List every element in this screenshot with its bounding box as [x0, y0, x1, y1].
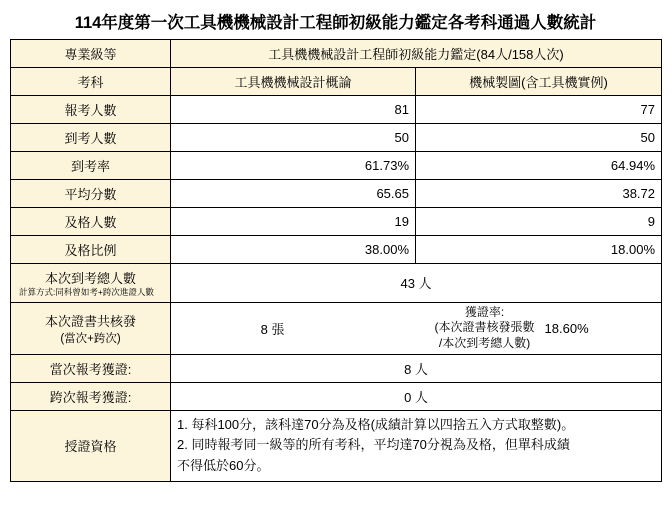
table-row-level: [11, 40, 662, 68]
column-header-subject-2: 機械製圖(含工具機實例): [416, 68, 662, 96]
row-label-total-attendance: [11, 264, 171, 303]
row-label-pass-rate: 及格比例: [11, 236, 171, 264]
cell-current-cert-value: 8 人: [171, 354, 662, 382]
table-row-qualification: [11, 410, 662, 481]
table-row: [11, 180, 662, 208]
cell-attendance-rate-col2: 64.94%: [416, 152, 662, 180]
row-label-current-cert: 當次報考獲證:: [11, 354, 171, 382]
row-label-certificates-main: 本次證書共核發: [44, 313, 136, 329]
cell-attendance-rate-col1: 61.73%: [171, 152, 416, 180]
certificate-rate-label: [435, 305, 535, 352]
row-label-level: 專業級等: [11, 40, 171, 68]
table-row: [11, 152, 662, 180]
row-label-attendees: 到考人數: [11, 124, 171, 152]
certificate-rate-label-line2: (本次證書核發張數: [434, 320, 535, 335]
certificates-row-content: [177, 305, 655, 352]
cell-pass-rate-col1: 38.00%: [171, 236, 416, 264]
row-label-subject: 考科: [11, 68, 171, 96]
certificate-rate-group: [368, 305, 655, 352]
table-row: [11, 236, 662, 264]
qualification-line-3: 不得低於60分。: [177, 458, 270, 474]
table-row-subject-header: [11, 68, 662, 96]
certificate-rate-label-line1: 獲證率:: [464, 304, 505, 319]
page-title: 114年度第一次工具機機械設計工程師初級能力鑑定各考科通過人數統計: [74, 14, 597, 32]
cell-attendees-col2: 50: [416, 124, 662, 152]
cell-qualification-text: [171, 410, 662, 481]
row-label-certificates-issued: [11, 302, 171, 354]
row-label-applicants: 報考人數: [11, 96, 171, 124]
table-row: [11, 96, 662, 124]
cell-pass-count-col1: 19: [171, 208, 416, 236]
qualification-line-2: 2. 同時報考同一級等的所有考科，平均達70分視為及格，但單科成績: [177, 437, 570, 453]
cell-pass-count-col2: 9: [416, 208, 662, 236]
cell-average-score-col2: 38.72: [416, 180, 662, 208]
table-row-current-cert: [11, 354, 662, 382]
cell-average-score-col1: 65.65: [171, 180, 416, 208]
row-label-cross-cert: 跨次報考獲證:: [11, 382, 171, 410]
certificate-rate-label-line3: /本次到考總人數): [438, 335, 531, 350]
table-row-total-attendance: [11, 264, 662, 303]
qualification-line-1: 1. 每科100分，該科達70分為及格(成績計算以四捨五入方式取整數)。: [177, 416, 575, 432]
cell-cross-cert-value: 0 人: [171, 382, 662, 410]
row-label-qualification: 授證資格: [11, 410, 171, 481]
row-label-total-attendance-main: 本次到考總人數: [44, 271, 136, 286]
row-label-pass-count: 及格人數: [11, 208, 171, 236]
cell-applicants-col1: 81: [171, 96, 416, 124]
cell-total-attendance-value: 43 人: [171, 264, 662, 303]
row-label-certificates-note: (當次+跨次): [60, 332, 121, 345]
cell-applicants-col2: 77: [416, 96, 662, 124]
statistics-table: [10, 39, 662, 482]
cell-pass-rate-col2: 18.00%: [416, 236, 662, 264]
cell-certificates-count: 8 張: [260, 321, 285, 337]
row-label-total-attendance-note: 計算方式:同科曾如考+跨次進證人數: [19, 287, 154, 297]
row-label-attendance-rate: 到考率: [11, 152, 171, 180]
cell-attendees-col1: 50: [171, 124, 416, 152]
table-row: [11, 124, 662, 152]
certificate-rate-value: 18.60%: [544, 320, 589, 336]
row-value-level: 工具機機械設計工程師初級能力鑑定(84人/158人次): [171, 40, 662, 68]
row-label-average-score: 平均分數: [11, 180, 171, 208]
table-row: [11, 208, 662, 236]
column-header-subject-1: 工具機機械設計概論: [171, 68, 416, 96]
table-row-certificates-issued: [11, 302, 662, 354]
cell-certificates-issued: [171, 302, 662, 354]
table-row-cross-cert: [11, 382, 662, 410]
